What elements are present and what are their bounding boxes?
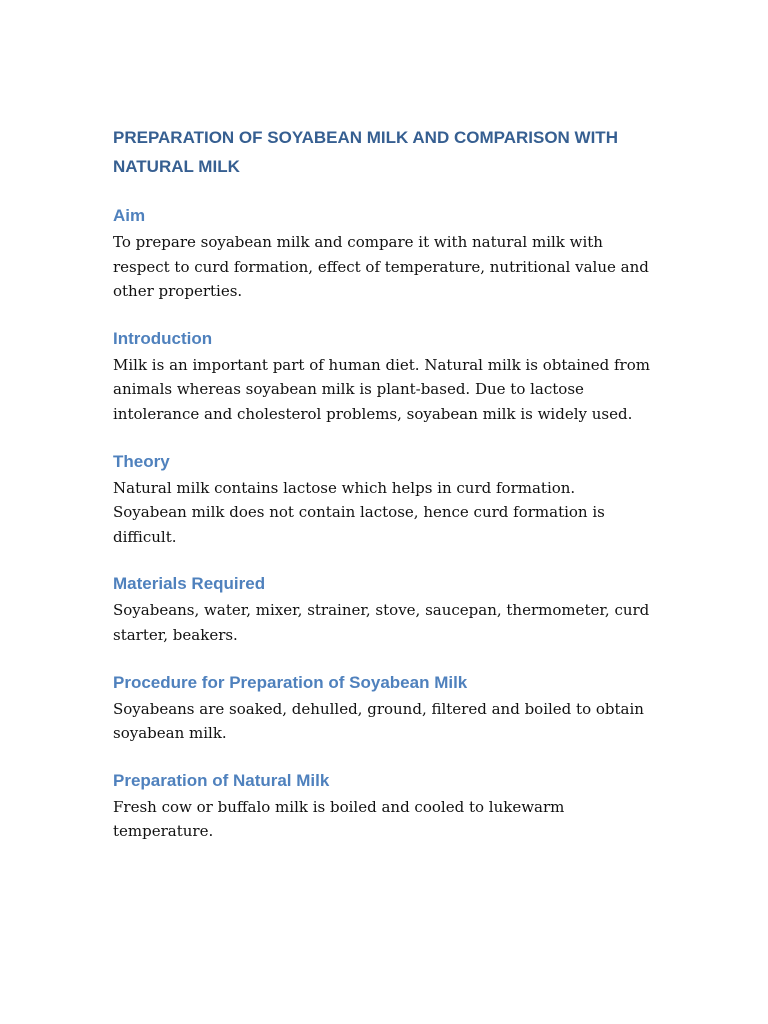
section-aim <box>113 204 653 304</box>
section-heading: Theory <box>113 451 170 471</box>
section-body: Soyabeans are soaked, dehulled, ground, filtered and boiled to obtain soyabean milk. <box>113 699 644 743</box>
section-body: Milk is an important part of human diet. Natural milk is obtained from animals whereas soyabean milk is plant-based. Due to lactose intolerance and cholesterol problems, soyabean milk is widely used. <box>113 355 650 423</box>
section-body: Fresh cow or buffalo milk is boiled and cooled to lukewarm temperature. <box>113 797 565 841</box>
section-body: To prepare soyabean milk and compare it with natural milk with respect to curd formation, effect of temperature, nutritional value and other properties. <box>113 233 649 301</box>
section-introduction <box>113 327 653 427</box>
document-title <box>113 123 653 181</box>
section-body: Natural milk contains lactose which helps in curd formation. Soyabean milk does not contain lactose, hence curd formation is difficult. <box>113 478 605 546</box>
document-title-line-1: PREPARATION OF SOYABEAN MILK AND COMPARISON WITH <box>113 128 618 147</box>
section-body: Soyabeans, water, mixer, strainer, stove, saucepan, thermometer, curd starter, beakers. <box>113 601 650 644</box>
section-heading: Aim <box>113 206 146 225</box>
section-heading: Introduction <box>113 328 213 348</box>
section-procedure-soyabean-milk <box>113 671 653 746</box>
section-heading: Preparation of Natural Milk <box>113 770 330 790</box>
section-theory <box>113 450 653 550</box>
document-title-line-2: NATURAL MILK <box>113 157 240 176</box>
section-preparation-natural-milk <box>113 769 653 844</box>
section-materials-required <box>113 572 653 647</box>
document-content <box>113 123 653 867</box>
section-heading: Materials Required <box>113 574 266 594</box>
section-heading: Procedure for Preparation of Soyabean Milk <box>113 672 468 692</box>
